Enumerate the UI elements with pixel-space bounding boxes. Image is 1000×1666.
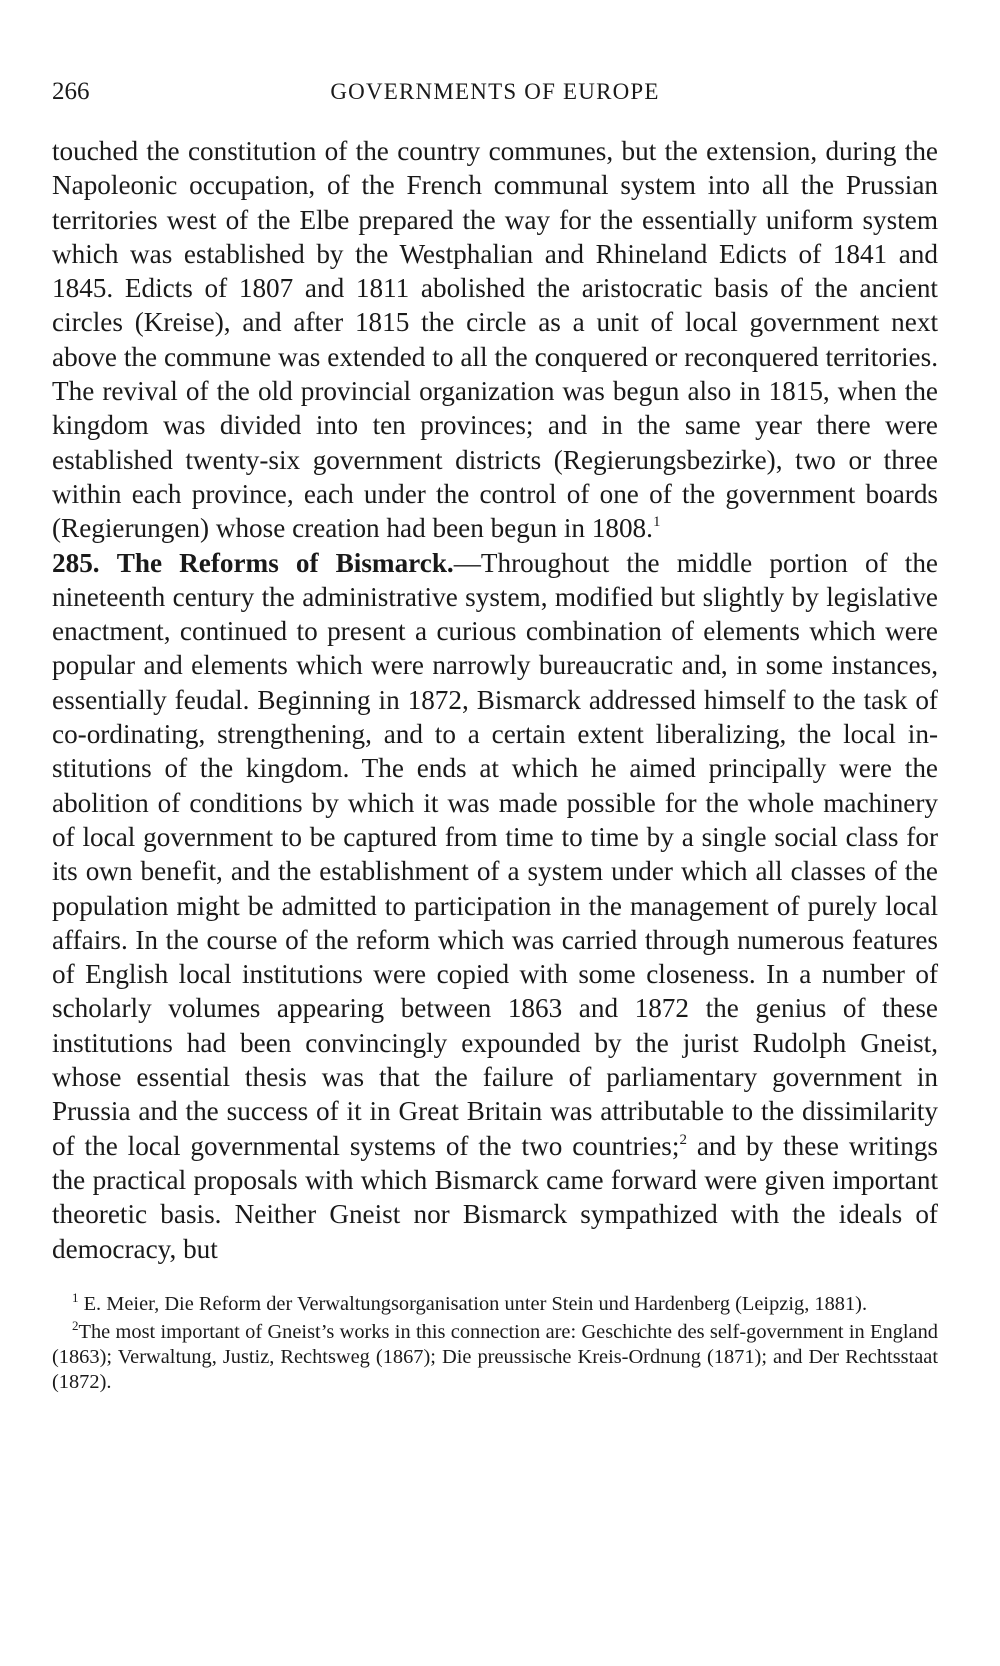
paragraph-2-text-b: and by these writings the practical proposals with which Bismarck came forward were given important theoretic basis. Neither Gneist nor Bismarck sympathized with the ideals of democracy, but — [52, 1130, 939, 1264]
running-title: GOVERNMENTS OF EUROPE — [330, 79, 660, 104]
paragraph-2-text-a: —Throughout the middle portion of the nineteenth century the administrative system, modified but slightly by legislative enactment, continued to present a curious combination of elements which were popular and elements which were narrowly bureaucratic and, in some instances, essentially feudal. Beginning in 1872, Bismarck addressed himself to the task of co-ordinating, strengthening, and to a certain extent liberalizing, the local institutions of the kingdom. The ends at which he aimed principally were the abolition of conditions by which it was made possible for the whole machinery of local government to be captured from time to time by a single social class for its own benefit, and the establishment of a system under which all classes of the population might be admitted to participation in the management of purely local affairs. In the course of the reform which was carried through numerous features of English local institutions were copied with some closeness. In a number of scholarly volumes appearing between 1863 and 1872 the genius of these institutions had been convincingly expounded by the jurist Rudolph Gneist, whose essential thesis was that the failure of parliamentary government in Prussia and the success of it in Great Britain was attributable to the dissimilarity of the local governmental systems of the two countries; — [52, 547, 938, 1161]
paragraph-2 — [52, 546, 938, 1266]
footnote-1 — [52, 1289, 938, 1317]
page-number: 266 — [52, 78, 90, 105]
section-heading: The Reforms of Bismarck. — [116, 547, 454, 578]
section-number: 285. — [52, 547, 100, 578]
footnote-2-marker: 2 — [72, 1317, 79, 1333]
running-head — [52, 72, 938, 112]
footnote-ref-2: 2 — [679, 1131, 687, 1148]
footnote-ref-1: 1 — [652, 514, 661, 531]
footnote-2 — [52, 1317, 938, 1395]
book-page — [52, 72, 938, 1398]
footnotes — [52, 1289, 938, 1395]
paragraph-1-text: touched the constitution of the country communes, but the extension, during the Napoleonic occupation, of the French communal system into all the Prussian territories west of the Elbe prepared the way for the essentially uniform system which was established by the Westphalian and Rhineland Edicts of 1841 and 1845. Edicts of 1807 and 1811 abolished the aristocratic basis of the ancient circles (Kreise), and after 1815 the circle as a unit of local government next above the commune was extended to all the conquered or reconquered territories. The revival of the old provincial organization was begun also in 1815, when the kingdom was divided into ten provinces; and in the same year there were established twenty-six government districts (Regierungsbezirke), two or three within each province, each under the control of one of the government boards (Regierungen) whose creation had been begun in 1808. — [52, 136, 938, 544]
footnote-2-text: The most important of Gneist’s works in this connection are: Geschichte des self-government in England (1863); Verwaltung, Justiz, Rechtsweg (1867); Die preussische Kreis-Ordnung (1871); and Der Rechtsstaat (1872). — [52, 1320, 938, 1393]
paragraph-1 — [52, 134, 938, 546]
footnote-1-marker: 1 — [72, 1289, 79, 1305]
body-text — [52, 134, 938, 1266]
footnote-1-text: E. Meier, Die Reform der Verwaltungsorganisation unter Stein und Hardenberg (Leipzig, 1881). — [78, 1292, 868, 1315]
